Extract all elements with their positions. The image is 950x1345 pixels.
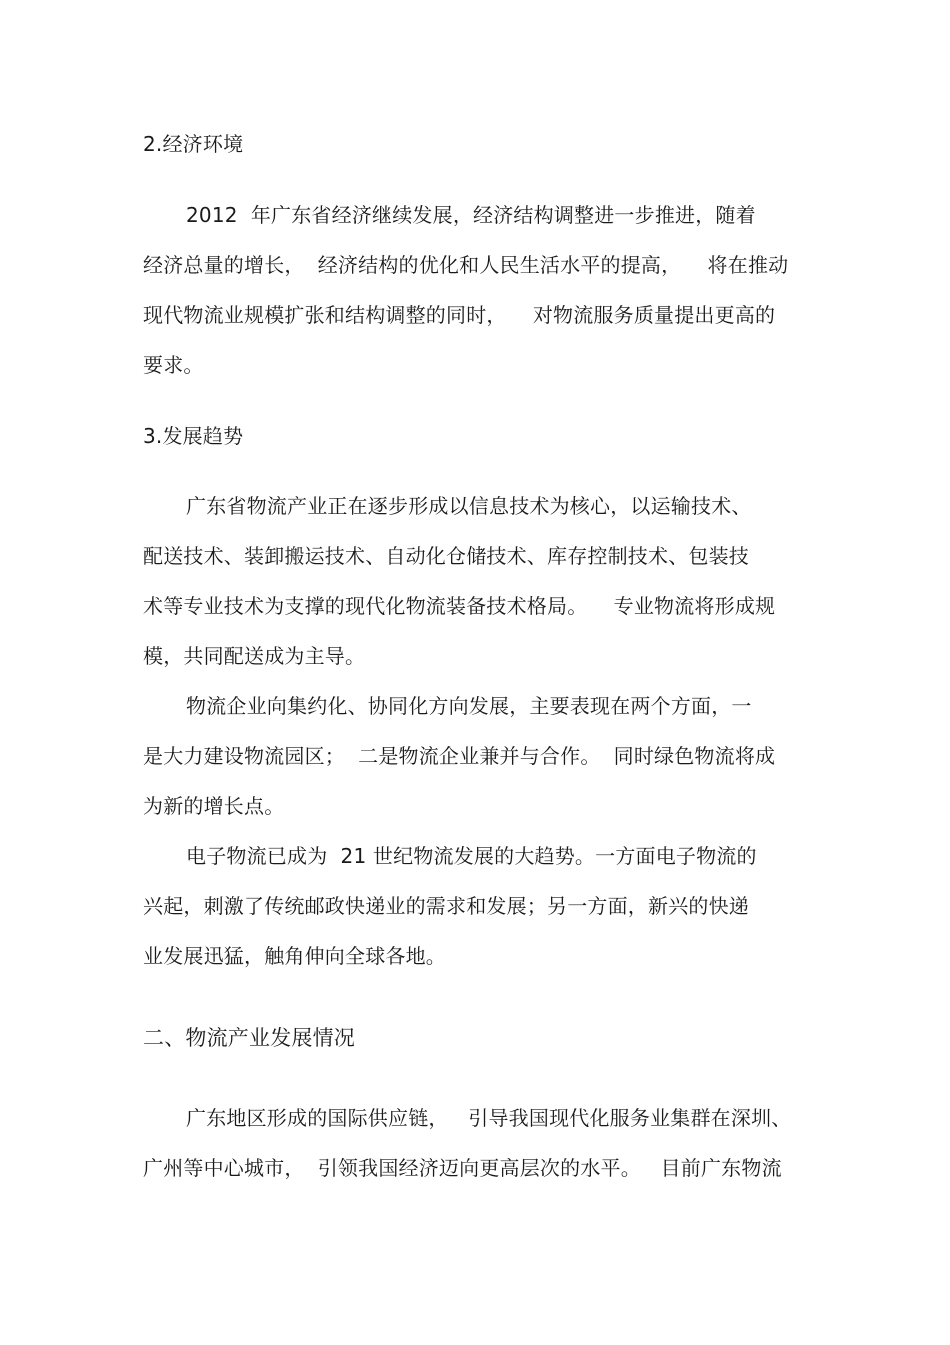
trend-paragraph2-line-3: 为新的增长点。 bbox=[143, 794, 285, 818]
economic-paragraph-line-4: 要求。 bbox=[143, 353, 204, 377]
trend-paragraph2-line-2: 是大力建设物流园区； 二是物流企业兼并与合作。 同时绿色物流将成 bbox=[143, 744, 776, 768]
economic-paragraph-line-2: 经济总量的增长， 经济结构的优化和人民生活水平的提高， 将在推动 bbox=[143, 253, 789, 277]
trend-paragraph1-line-2: 配送技术、装卸搬运技术、自动化仓储技术、库存控制技术、包装技 bbox=[143, 544, 749, 568]
trend-paragraph1-line-4: 模，共同配送成为主导。 bbox=[143, 644, 366, 668]
industry-paragraph-line-1: 广东地区形成的国际供应链， 引导我国现代化服务业集群在深圳、 bbox=[186, 1106, 792, 1130]
trend-paragraph1-line-1: 广东省物流产业正在逐步形成以信息技术为核心，以运输技术、 bbox=[186, 494, 752, 518]
economic-paragraph-line-3: 现代物流业规模扩张和结构调整的同时， 对物流服务质量提出更高的 bbox=[143, 303, 776, 327]
section-heading-trend: 3.发展趋势 bbox=[143, 424, 244, 448]
section-heading-economic-environment: 2.经济环境 bbox=[143, 132, 244, 156]
industry-paragraph-line-2: 广州等中心城市， 引领我国经济迈向更高层次的水平。 目前广东物流 bbox=[143, 1156, 782, 1180]
trend-paragraph2-line-1: 物流企业向集约化、协同化方向发展，主要表现在两个方面，一 bbox=[186, 694, 752, 718]
economic-paragraph-line-1: 2012 年广东省经济继续发展，经济结构调整进一步推进，随着 bbox=[186, 203, 756, 227]
trend-paragraph3-line-1: 电子物流已成为 21 世纪物流发展的大趋势。一方面电子物流的 bbox=[186, 844, 757, 868]
trend-paragraph3-line-3: 业发展迅猛，触角伸向全球各地。 bbox=[143, 944, 446, 968]
section-heading-industry: 二、物流产业发展情况 bbox=[143, 1026, 355, 1050]
trend-paragraph1-line-3: 术等专业技术为支撑的现代化物流装备技术格局。 专业物流将形成规 bbox=[143, 594, 776, 618]
trend-paragraph3-line-2: 兴起，刺激了传统邮政快递业的需求和发展；另一方面，新兴的快递 bbox=[143, 894, 749, 918]
